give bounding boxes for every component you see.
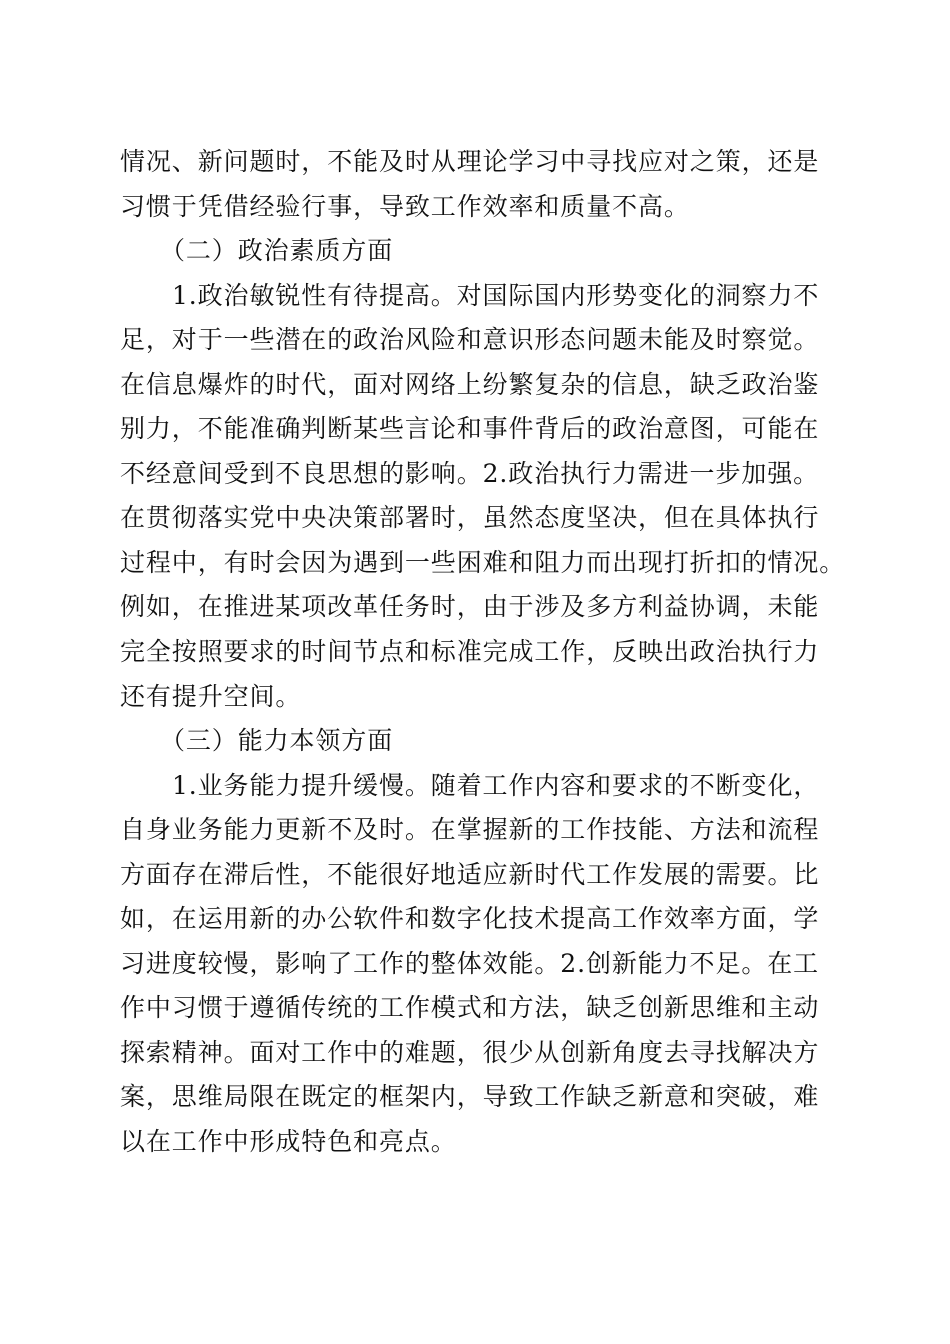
paragraph-line: 1.业务能力提升缓慢。随着工作内容和要求的不断变化， (172, 770, 820, 800)
paragraph-line: 习进度较慢，影响了工作的整体效能。2.创新能力不足。在工 (120, 948, 820, 978)
paragraph-line: 不经意间受到不良思想的影响。2.政治执行力需进一步加强。 (120, 458, 820, 488)
paragraph-line: 足，对于一些潜在的政治风险和意识形态问题未能及时察觉。 (120, 325, 820, 355)
paragraph-line: 别力，不能准确判断某些言论和事件背后的政治意图，可能在 (120, 414, 820, 444)
paragraph-line: 情况、新问题时，不能及时从理论学习中寻找应对之策，还是 (120, 147, 820, 176)
paragraph-line: 探索精神。面对工作中的难题，很少从创新角度去寻找解决方 (120, 1037, 820, 1067)
paragraph-line: 在贯彻落实党中央决策部署时，虽然态度坚决，但在具体执行 (120, 503, 820, 533)
paragraph-line: 自身业务能力更新不及时。在掌握新的工作技能、方法和流程 (120, 815, 820, 845)
paragraph-line: 过程中，有时会因为遇到一些困难和阻力而出现打折扣的情况。 (120, 547, 846, 577)
paragraph-line: 在信息爆炸的时代，面对网络上纷繁复杂的信息，缺乏政治鉴 (120, 369, 820, 399)
paragraph-line: 还有提升空间。 (120, 681, 302, 711)
paragraph-line: 案，思维局限在既定的框架内，导致工作缺乏新意和突破，难 (120, 1082, 820, 1112)
paragraph-line: 以在工作中形成特色和亮点。 (120, 1127, 457, 1157)
paragraph-line: 完全按照要求的时间节点和标准完成工作，反映出政治执行力 (120, 637, 820, 667)
paragraph-line: 方面存在滞后性，不能很好地适应新时代工作发展的需要。比 (120, 859, 820, 889)
document-body (120, 140, 846, 1165)
section-heading: （三）能力本领方面 (160, 726, 394, 756)
paragraph-line: 如，在运用新的办公软件和数字化技术提高工作效率方面，学 (120, 904, 820, 934)
section-heading: （二）政治素质方面 (160, 236, 394, 266)
paragraph-line: 例如，在推进某项改革任务时，由于涉及多方利益协调，未能 (120, 592, 820, 622)
paragraph-line: 1.政治敏锐性有待提高。对国际国内形势变化的洞察力不 (172, 280, 820, 310)
paragraph-line: 习惯于凭借经验行事，导致工作效率和质量不高。 (120, 191, 690, 221)
paragraph-line: 作中习惯于遵循传统的工作模式和方法，缺乏创新思维和主动 (120, 993, 820, 1023)
